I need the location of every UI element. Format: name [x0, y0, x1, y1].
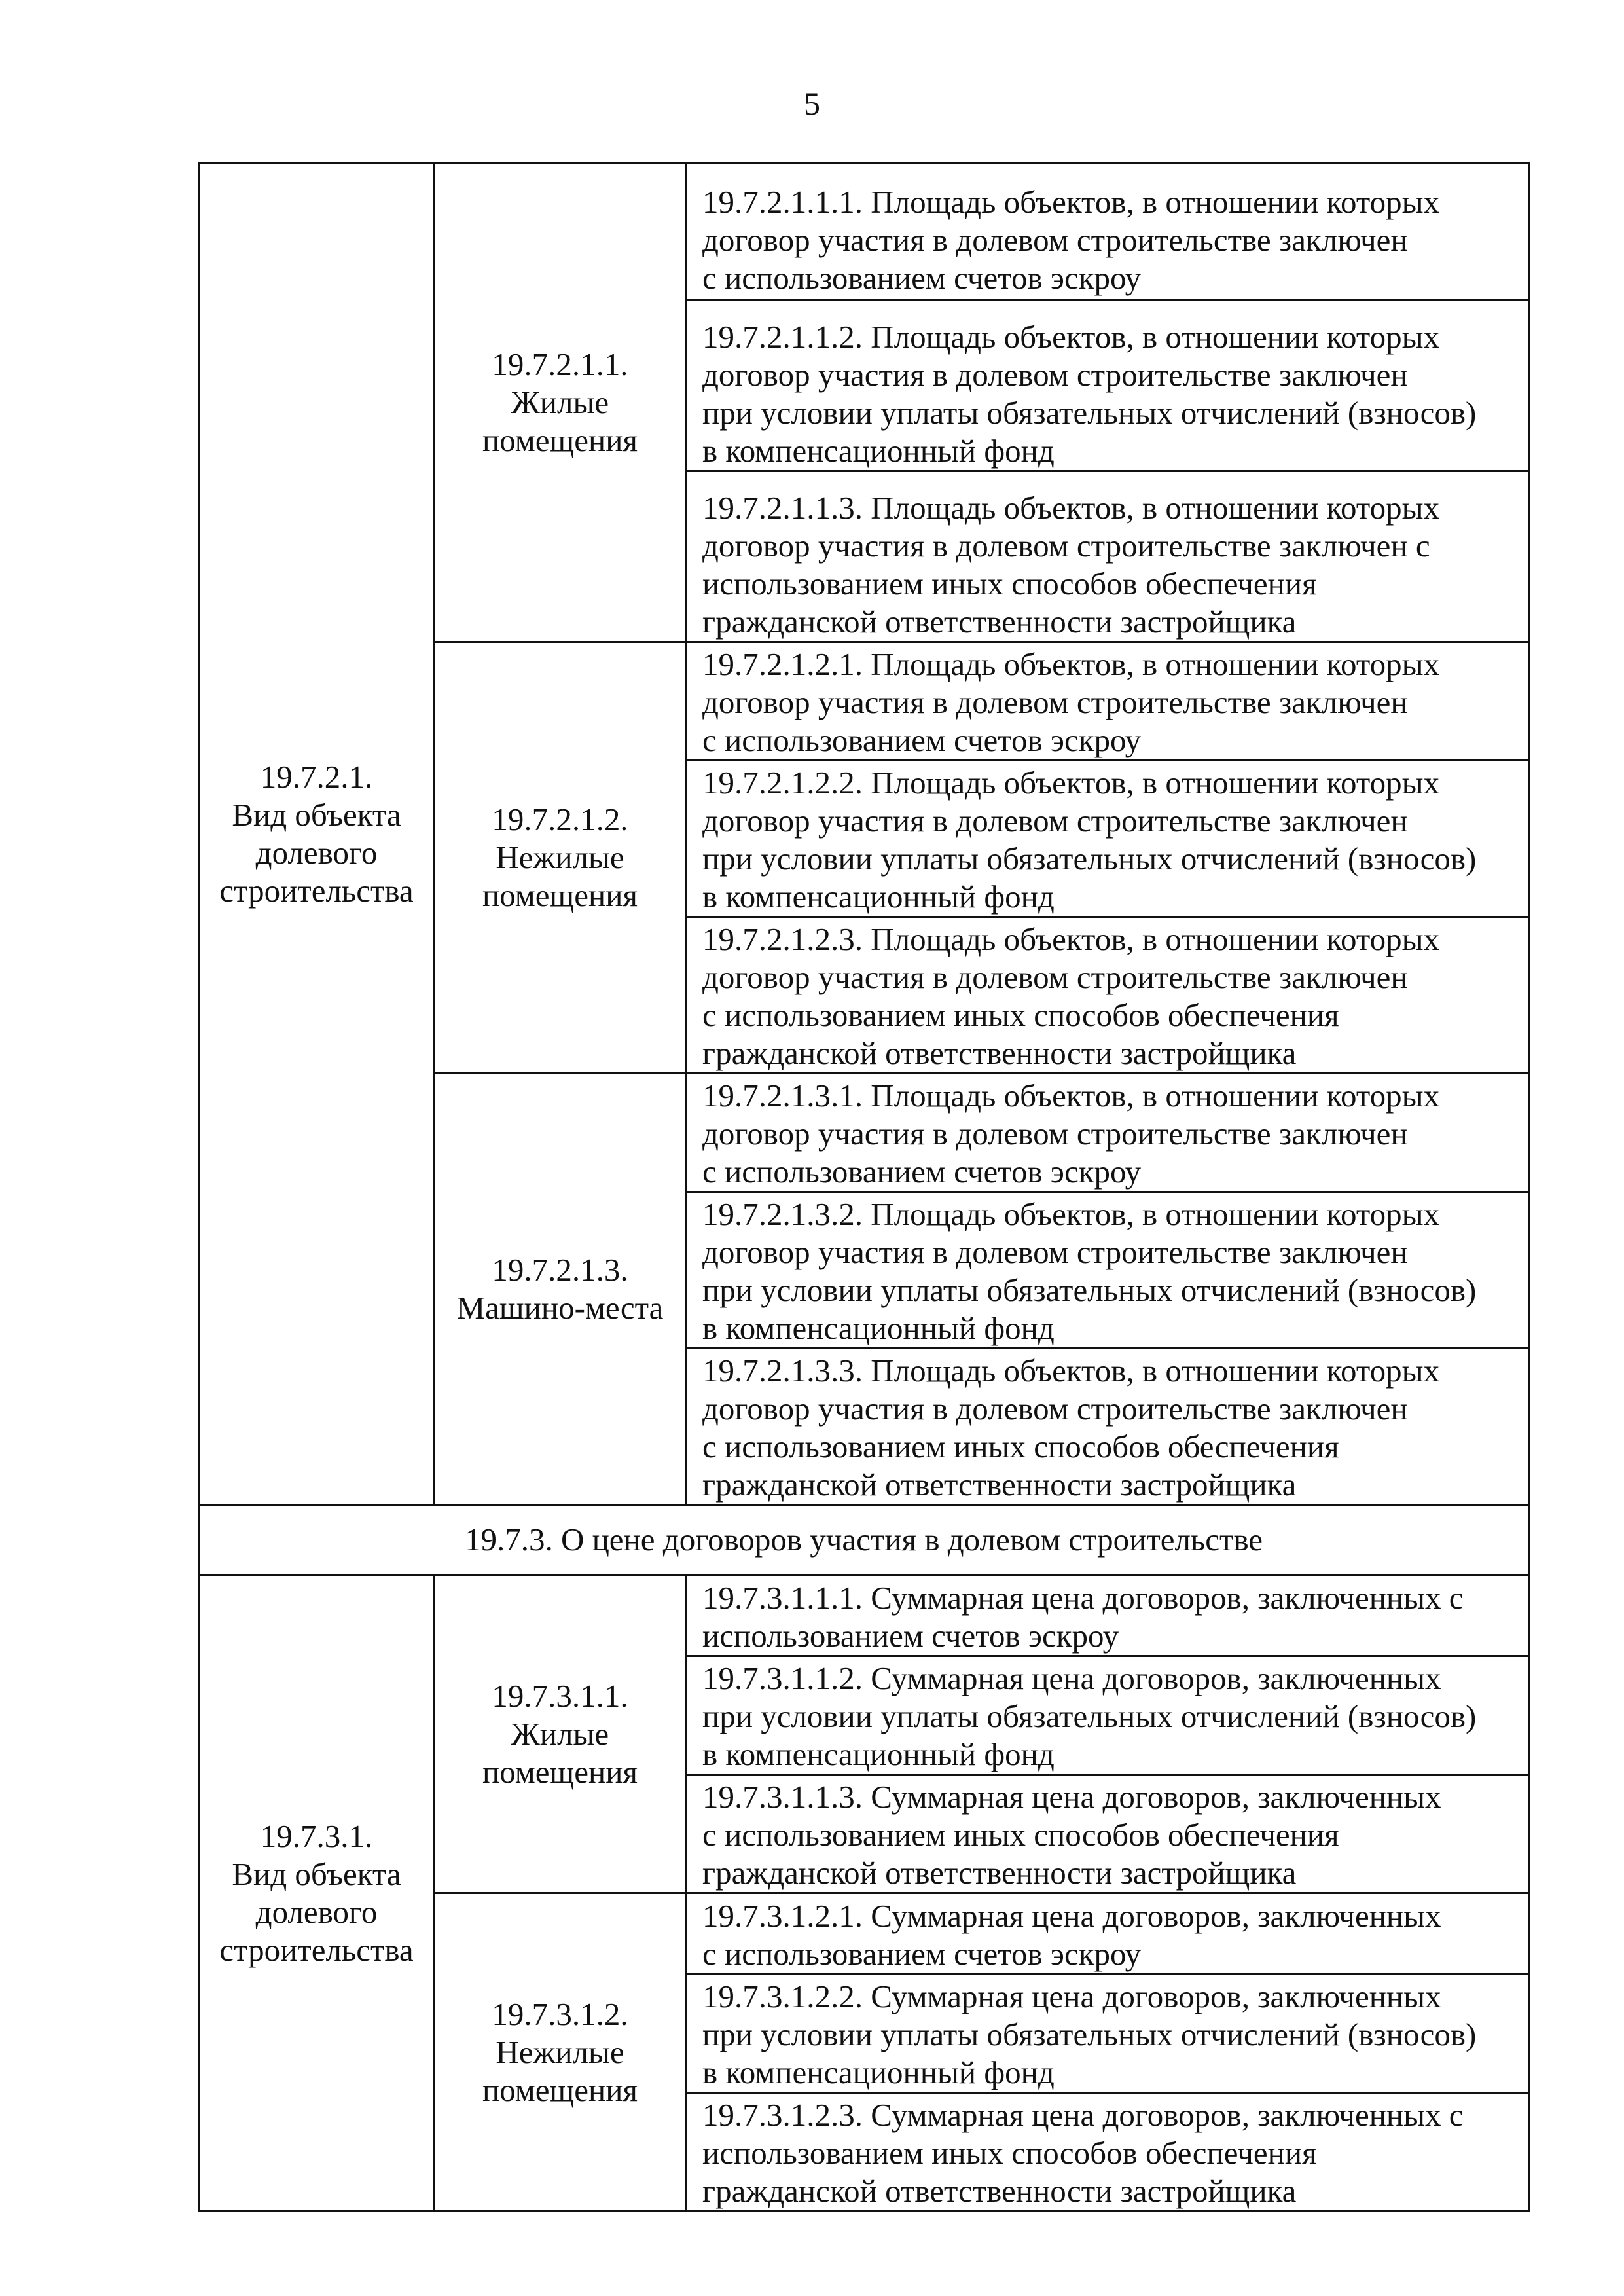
- item-cell: 19.7.2.1.2.3. Площадь объектов, в отношении которых договор участия в долевом строительстве заключен с использованием иных способов обеспечения гражданской ответственности застройщика: [686, 917, 1529, 1074]
- section-header-row: [199, 1505, 1529, 1575]
- item-cell: 19.7.2.1.2.2. Площадь объектов, в отношении которых договор участия в долевом строительстве заключен при условии уплаты обязательных отчислений (взносов) в компенсационный фонд: [686, 761, 1529, 917]
- item-cell: 19.7.3.1.2.2. Суммарная цена договоров, заключенных при условии уплаты обязательных отчислений (взносов) в компенсационный фонд: [686, 1975, 1529, 2093]
- subgroup-cell: 19.7.3.1.1. Жилые помещения: [435, 1575, 686, 1893]
- item-cell: 19.7.2.1.3.3. Площадь объектов, в отношении которых договор участия в долевом строительстве заключен с использованием иных способов обеспечения гражданской ответственности застройщика: [686, 1349, 1529, 1505]
- subgroup-cell: 19.7.2.1.1. Жилые помещения: [435, 164, 686, 642]
- table-row: [199, 164, 1529, 300]
- item-cell: 19.7.3.1.1.3. Суммарная цена договоров, заключенных с использованием иных способов обеспечения гражданской ответственности застройщика: [686, 1775, 1529, 1893]
- item-cell: 19.7.2.1.3.1. Площадь объектов, в отношении которых договор участия в долевом строительстве заключен с использованием счетов эскроу: [686, 1074, 1529, 1192]
- item-cell: 19.7.3.1.2.1. Суммарная цена договоров, заключенных с использованием счетов эскроу: [686, 1893, 1529, 1975]
- page-number: 5: [804, 85, 820, 122]
- section-header: 19.7.3. О цене договоров участия в долевом строительстве: [199, 1505, 1529, 1575]
- subgroup-cell: 19.7.2.1.2. Нежилые помещения: [435, 642, 686, 1074]
- table-row: [199, 1575, 1529, 1656]
- item-cell: 19.7.2.1.1.1. Площадь объектов, в отношении которых договор участия в долевом строительстве заключен с использованием счетов эскроу: [686, 164, 1529, 300]
- item-cell: 19.7.2.1.1.3. Площадь объектов, в отношении которых договор участия в долевом строительстве заключен с использованием иных способов обеспечения гражданской ответственности застройщика: [686, 471, 1529, 642]
- item-cell: 19.7.3.1.1.1. Суммарная цена договоров, заключенных с использованием счетов эскроу: [686, 1575, 1529, 1656]
- item-cell: 19.7.3.1.1.2. Суммарная цена договоров, заключенных при условии уплаты обязательных отчислений (взносов) в компенсационный фонд: [686, 1656, 1529, 1775]
- item-cell: 19.7.3.1.2.3. Суммарная цена договоров, заключенных с использованием иных способов обеспечения гражданской ответственности застройщика: [686, 2093, 1529, 2212]
- subgroup-cell: 19.7.3.1.2. Нежилые помещения: [435, 1893, 686, 2212]
- subgroup-cell: 19.7.2.1.3. Машино-места: [435, 1074, 686, 1505]
- group-cell: 19.7.3.1. Вид объекта долевого строительства: [199, 1575, 435, 2212]
- item-cell: 19.7.2.1.2.1. Площадь объектов, в отношении которых договор участия в долевом строительстве заключен с использованием счетов эскроу: [686, 642, 1529, 761]
- group-cell: 19.7.2.1. Вид объекта долевого строительства: [199, 164, 435, 1505]
- document-table: [198, 162, 1530, 2212]
- item-cell: 19.7.2.1.3.2. Площадь объектов, в отношении которых договор участия в долевом строительстве заключен при условии уплаты обязательных отчислений (взносов) в компенсационный фонд: [686, 1192, 1529, 1349]
- item-cell: 19.7.2.1.1.2. Площадь объектов, в отношении которых договор участия в долевом строительстве заключен при условии уплаты обязательных отчислений (взносов) в компенсационный фонд: [686, 300, 1529, 471]
